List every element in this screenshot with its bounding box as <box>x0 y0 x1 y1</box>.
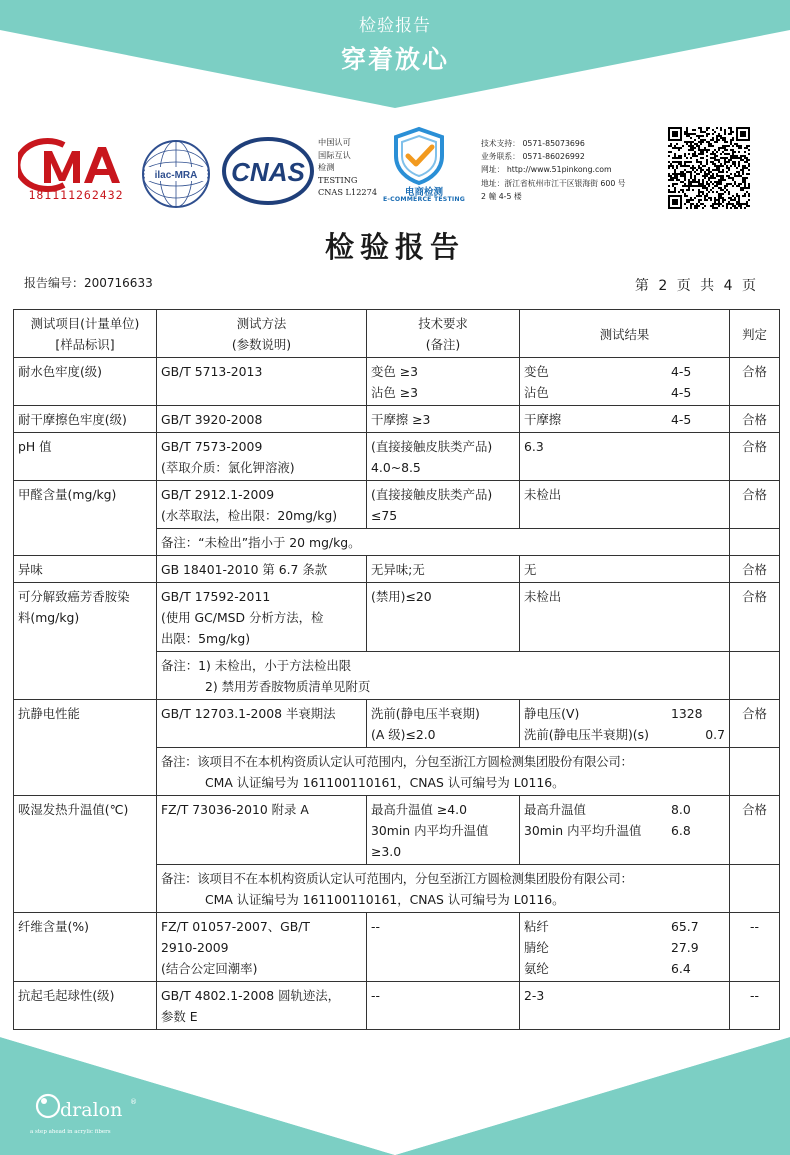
result-cell: 未检出 <box>520 583 730 652</box>
report-title: 检验报告 <box>324 230 465 264</box>
requirement-cell: 干摩擦 ≥3 <box>367 406 520 433</box>
contact-address: 地址：浙江省杭州市江干区银海街 600 号 <box>481 178 626 188</box>
table-row <box>14 433 780 481</box>
note-cell: 备注：该项目不在本机构资质认定认可范围内，分包至浙江方圆检测集团股份有限公司： CMA 认证编号为 161100110161，CNAS 认可编号为 L0116。 <box>157 748 730 796</box>
note-cell: 备注：“未检出”指小于 20 mg/kg。 <box>157 529 730 556</box>
table-row <box>14 700 780 748</box>
method-cell: GB/T 3920-2008 <box>157 406 367 433</box>
judgement-cell <box>730 529 780 556</box>
header-requirement: 技术要求 (备注) <box>367 310 520 358</box>
ecommerce-title: 电商检测 <box>404 187 443 198</box>
table-row <box>14 406 780 433</box>
ilac-mra-logo <box>141 139 211 209</box>
contact-business: 业务联系： 0571-86026992 <box>481 152 585 162</box>
method-cell: GB/T 5713-2013 <box>157 358 367 406</box>
qr-code[interactable] <box>668 127 750 209</box>
requirement-cell: -- <box>367 982 520 1030</box>
judgement-cell: -- <box>730 913 780 982</box>
ecommerce-shield-icon <box>390 126 448 186</box>
result-cell: 未检出 <box>520 481 730 529</box>
requirement-cell: (直接接触皮肤类产品) 4.0~8.5 <box>367 433 520 481</box>
requirement-cell: (直接接触皮肤类产品) ≤75 <box>367 481 520 529</box>
item-cell: 纤维含量(%) <box>14 913 157 982</box>
judgement-cell <box>730 865 780 913</box>
table-row <box>14 913 780 982</box>
cnas-logo <box>222 136 314 206</box>
brand-tagline: a step ahead in acrylic fibers <box>30 1129 111 1135</box>
item-cell: 吸湿发热升温值(℃) <box>14 796 157 913</box>
judgement-cell: 合格 <box>730 583 780 652</box>
result-cell: 变色 4-5 沾色 4-5 <box>520 358 730 406</box>
brand-name: dralon <box>60 1099 123 1121</box>
contact-address-2: 2 幢 4-5 楼 <box>481 191 522 201</box>
method-cell: GB/T 17592-2011 (使用 GC/MSD 分析方法，检 出限：5mg/kg) <box>157 583 367 652</box>
judgement-cell: 合格 <box>730 358 780 406</box>
table-row <box>14 583 780 652</box>
item-cell: 抗起毛起球性(级) <box>14 982 157 1030</box>
method-cell: FZ/T 73036-2010 附录 A <box>157 796 367 865</box>
dralon-logo <box>34 1086 154 1126</box>
contact-website: 网址： http://www.51pinkong.com <box>481 165 612 175</box>
contact-info <box>481 137 626 203</box>
header-item: 测试项目(计量单位) [样品标识] <box>14 310 157 358</box>
banner-title: 穿着放心 <box>340 45 449 74</box>
table-row <box>14 796 780 865</box>
table-row <box>14 982 780 1030</box>
note-cell: 备注：该项目不在本机构资质认定认可范围内，分包至浙江方圆检测集团股份有限公司： CMA 认证编号为 161100110161，CNAS 认可编号为 L0116。 <box>157 865 730 913</box>
brand-registered: ® <box>130 1098 137 1106</box>
header-judgement: 判定 <box>730 310 780 358</box>
note-cell: 备注：1) 未检出，小于方法检出限 2) 禁用芳香胺物质清单见附页 <box>157 652 730 700</box>
table-header-row <box>14 310 780 358</box>
test-results-table <box>13 309 780 1030</box>
judgement-cell: 合格 <box>730 700 780 748</box>
requirement-cell: -- <box>367 913 520 982</box>
item-cell: 异味 <box>14 556 157 583</box>
page-indicator: 第 2 页 共 4 页 <box>634 278 756 294</box>
table-row <box>14 358 780 406</box>
cnas-lettering: CNAS <box>231 157 305 187</box>
qr-finder <box>737 128 749 140</box>
item-cell: 耐水色牢度(级) <box>14 358 157 406</box>
contact-support: 技术支持： 0571-85073696 <box>481 139 585 148</box>
requirement-cell: 最高升温值 ≥4.0 30min 内平均升温值 ≥3.0 <box>367 796 520 865</box>
table-row <box>14 481 780 529</box>
method-cell: GB/T 7573-2009 (萃取介质：氯化钾溶液) <box>157 433 367 481</box>
result-cell: 静电压(V) 1328 洗前(静电压半衰期)(s) 0.7 <box>520 700 730 748</box>
header-method: 测试方法 (参数说明) <box>157 310 367 358</box>
requirement-cell: (禁用)≤20 <box>367 583 520 652</box>
result-cell: 无 <box>520 556 730 583</box>
item-cell: 耐干摩擦色牢度(级) <box>14 406 157 433</box>
judgement-cell: 合格 <box>730 796 780 865</box>
cma-number: 181111262432 <box>28 188 124 202</box>
header-result: 测试结果 <box>520 310 730 358</box>
judgement-cell <box>730 748 780 796</box>
result-cell: 干摩擦 4-5 <box>520 406 730 433</box>
method-cell: GB 18401-2010 第 6.7 条款 <box>157 556 367 583</box>
result-cell: 粘纤 65.7 腈纶 27.9 氨纶 6.4 <box>520 913 730 982</box>
judgement-cell: -- <box>730 982 780 1030</box>
item-cell: pH 值 <box>14 433 157 481</box>
report-number: 报告编号：200716633 <box>24 276 153 290</box>
judgement-cell: 合格 <box>730 556 780 583</box>
result-cell: 6.3 <box>520 433 730 481</box>
method-cell: GB/T 4802.1-2008 圆轨迹法， 参数 E <box>157 982 367 1030</box>
table-row <box>14 556 780 583</box>
result-cell: 2-3 <box>520 982 730 1030</box>
judgement-cell: 合格 <box>730 433 780 481</box>
result-cell: 最高升温值 8.0 30min 内平均升温值 6.8 <box>520 796 730 865</box>
method-cell: GB/T 2912.1-2009 (水萃取法，检出限：20mg/kg) <box>157 481 367 529</box>
requirement-cell: 洗前(静电压半衰期) (A 级)≤2.0 <box>367 700 520 748</box>
item-cell: 甲醛含量(mg/kg) <box>14 481 157 556</box>
method-cell: GB/T 12703.1-2008 半衰期法 <box>157 700 367 748</box>
ilac-lettering: ilac-MRA <box>154 170 198 181</box>
method-cell: FZ/T 01057-2007、GB/T 2910-2009 (结合公定回潮率) <box>157 913 367 982</box>
judgement-cell: 合格 <box>730 481 780 529</box>
banner-subtitle: 检验报告 <box>359 16 431 36</box>
item-cell: 可分解致癌芳香胺染 料(mg/kg) <box>14 583 157 700</box>
judgement-cell <box>730 652 780 700</box>
ecommerce-subtitle: E-COMMERCE TESTING <box>382 196 466 203</box>
cnas-accreditation-text: 中国认可 国际互认 检测 TESTING CNAS L12274 <box>318 137 378 198</box>
item-cell: 抗静电性能 <box>14 700 157 796</box>
qr-finder <box>669 128 681 140</box>
judgement-cell: 合格 <box>730 406 780 433</box>
requirement-cell: 变色 ≥3 沾色 ≥3 <box>367 358 520 406</box>
header-banner <box>0 0 790 110</box>
requirement-cell: 无异味;无 <box>367 556 520 583</box>
qr-finder <box>669 196 681 208</box>
